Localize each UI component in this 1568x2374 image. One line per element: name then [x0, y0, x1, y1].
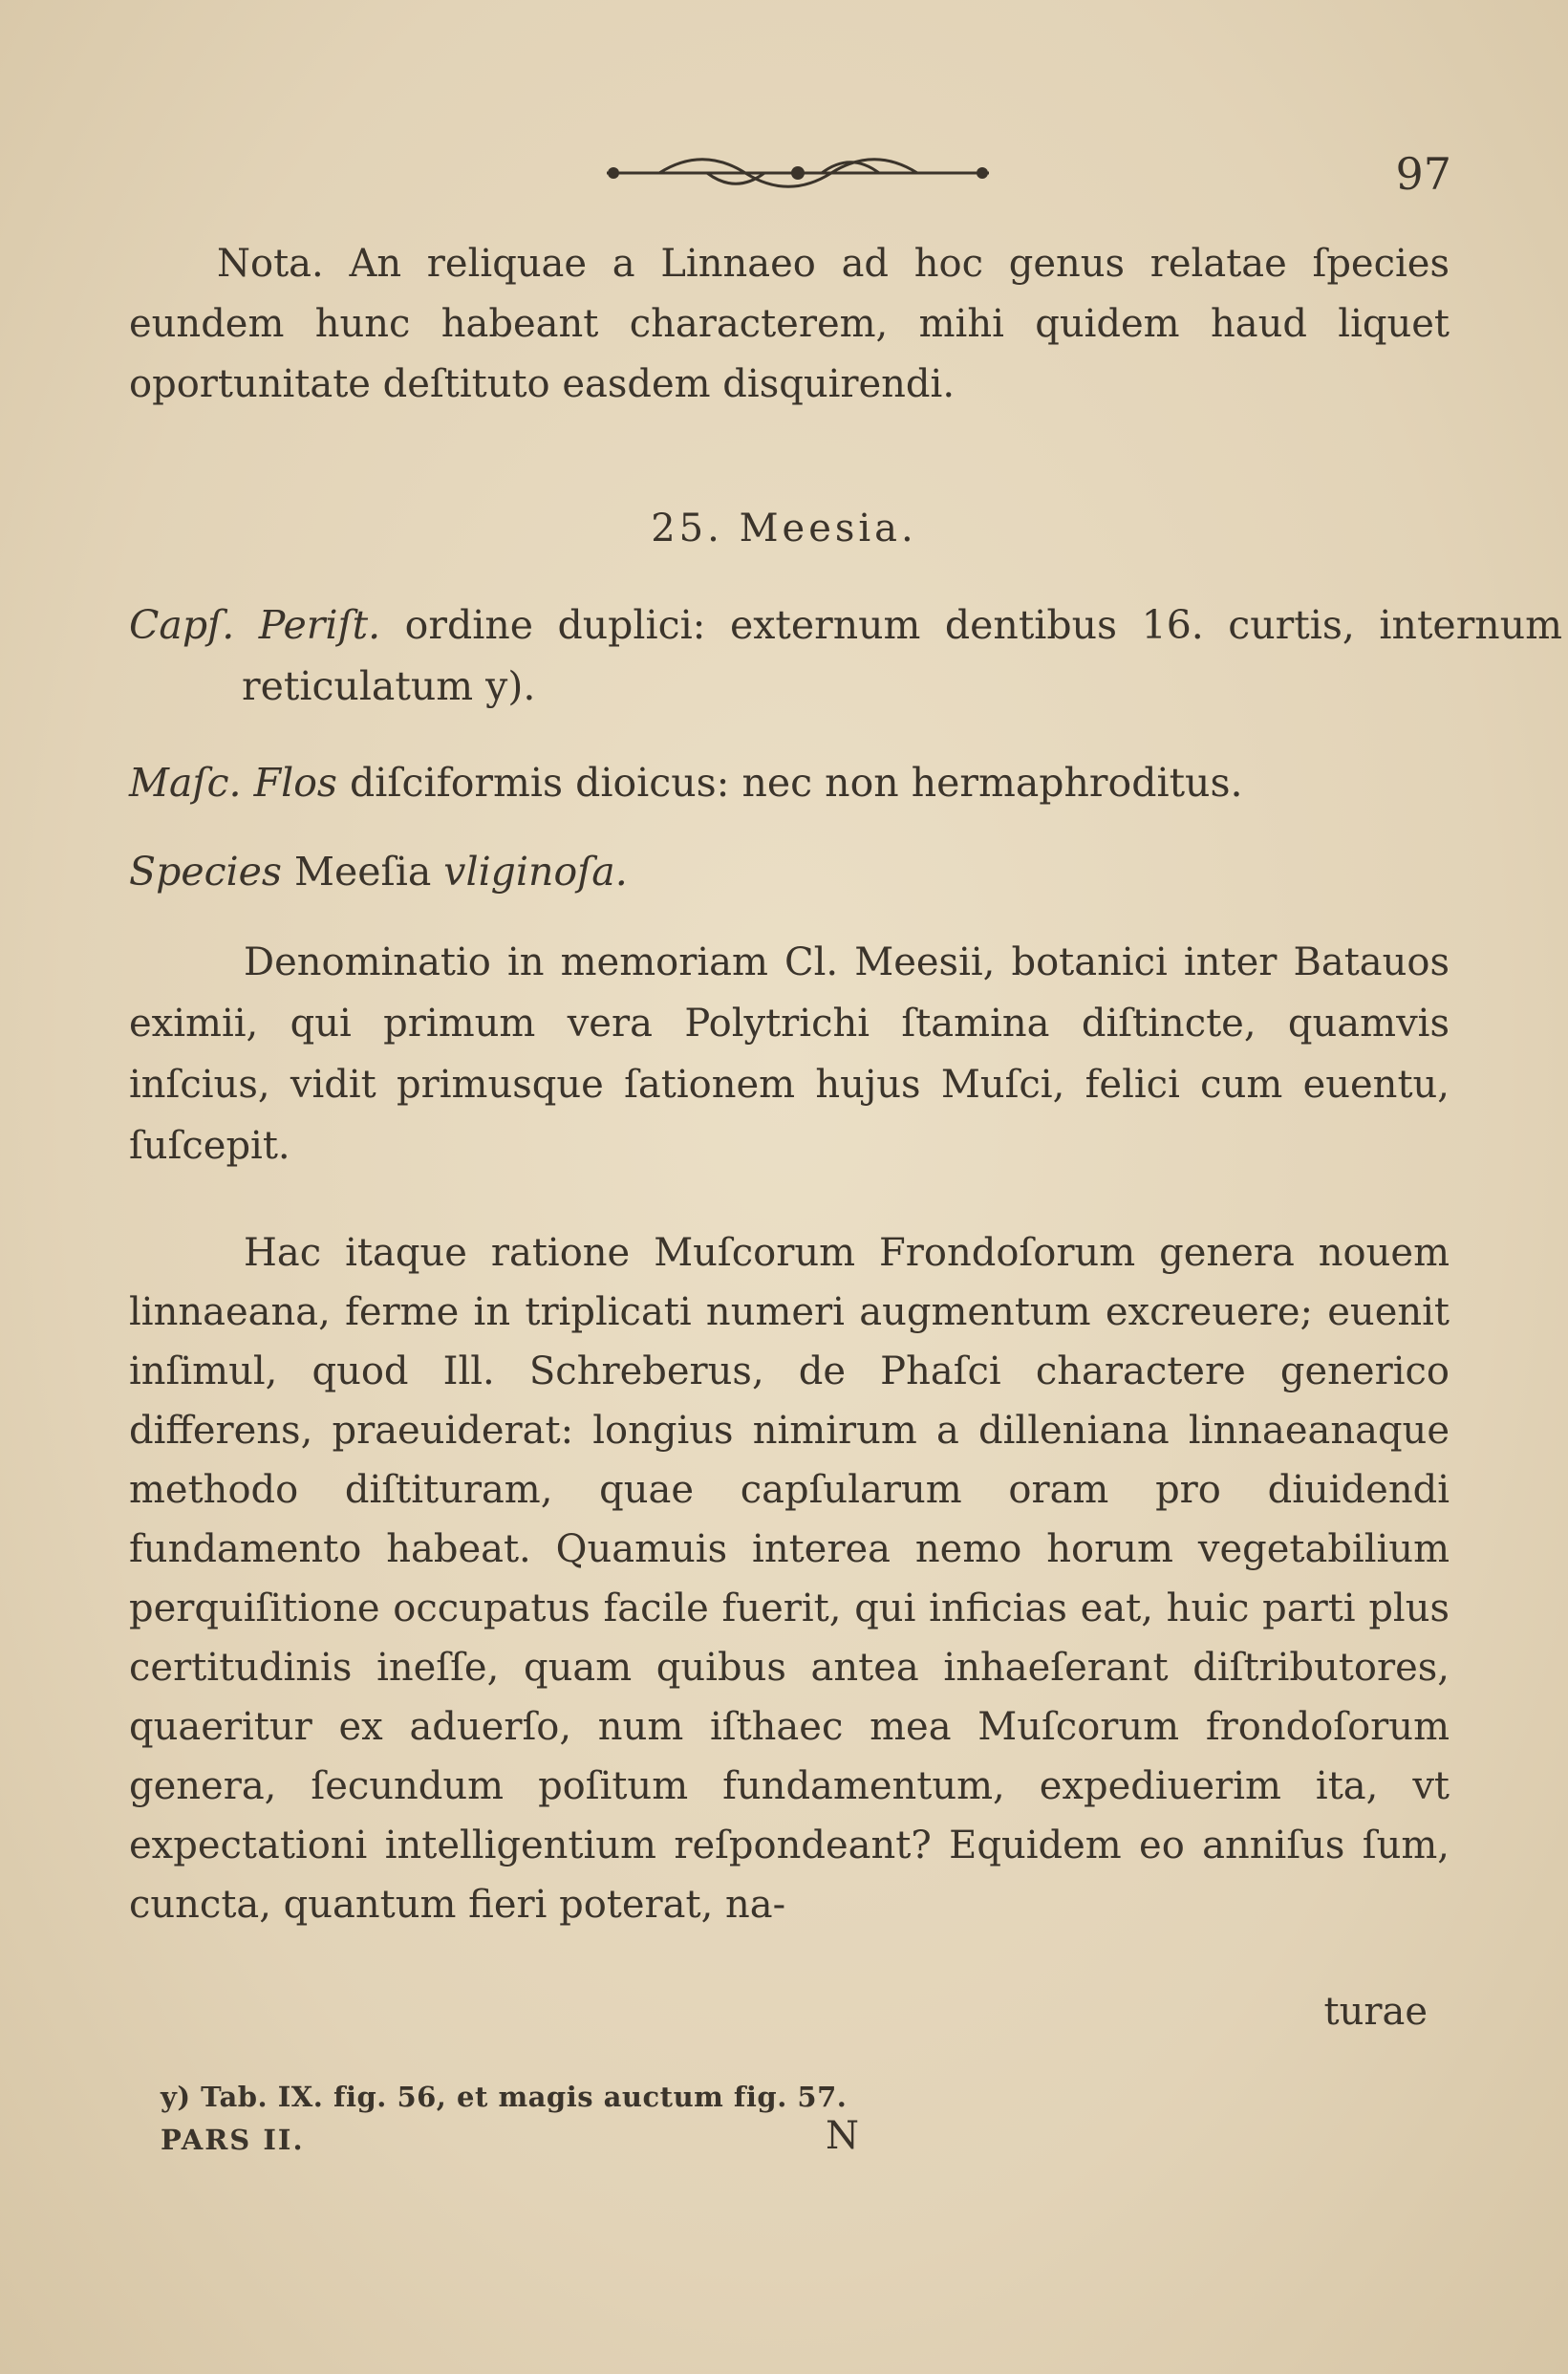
species-name: vliginoſa. — [443, 849, 628, 895]
species-term: Species — [129, 849, 282, 895]
masc-text: diſciformis dioicus: nec non hermaphroditus. — [336, 760, 1243, 806]
masc-term: Maſc. Flos — [129, 760, 337, 806]
haec-paragraph — [129, 1223, 1450, 1934]
nota-text: Nota. An reliquae a Linnaeo ad hoc genus relatae ſpecies eundem hunc habeant characterem, mihi quidem haud liquet oportunitate deſtituto easdem disquirendi. — [129, 242, 1450, 406]
footnote: y) Tab. IX. fig. 56, et magis auctum fig. 57. — [161, 2081, 848, 2113]
printer-ornament-icon — [602, 153, 994, 193]
denominatio-text: Denominatio in memoriam Cl. Meesii, botanici inter Batauos eximii, qui primum vera Polytrichi ſtamina diſtincte, quamvis inſcius, vidit primusque ſationem hujus Muſci, felici cum euentu, ſuſcepit. — [129, 940, 1450, 1168]
pars-signature: PARS II. — [161, 2124, 305, 2156]
species-line — [129, 841, 1450, 902]
signature-letter: N — [826, 2114, 859, 2158]
capsula-text: ordine duplici: externum dentibus 16. curtis, internum reticulatum y). — [242, 602, 1562, 709]
denominatio-paragraph — [129, 932, 1450, 1176]
page-number: 97 — [1395, 148, 1451, 200]
capsula-term: Capſ. Periſt. — [129, 602, 381, 648]
nota-paragraph — [129, 234, 1450, 415]
catchword: turae — [1323, 1990, 1428, 2034]
capsula-character — [129, 594, 1562, 717]
masc-character — [129, 752, 1450, 813]
species-genus: Meeſia — [281, 849, 444, 895]
haec-text: Hac itaque ratione Muſcorum Frondoſorum genera nouem linnaeana, ferme in triplicati numeri augmentum excreuere; euenit inſimul, quod Ill. Schreberus, de Phaſci charactere generico differens, praeuiderat: longius nimirum a dilleniana linnaeanaque methodo diſtituram, quae capſularum oram pro diuidendi fundamento habeat. Quamuis interea nemo horum vegetabilium perquiſitione occupatus facile fuerit, qui inficias eat, huic parti plus certitudinis ineſſe, quam quibus antea inhaeſerant diſtributores, quaeritur ex aduerſo, num iſthaec mea Muſcorum frondoſorum genera, ſecundum poſitum fundamentum, expediuerim ita, vt expectationi intelligentium reſpondeant? Equidem eo anniſus ſum, cuncta, quantum fieri poterat, na- — [129, 1231, 1450, 1927]
section-heading: 25. Meesia. — [651, 507, 917, 550]
